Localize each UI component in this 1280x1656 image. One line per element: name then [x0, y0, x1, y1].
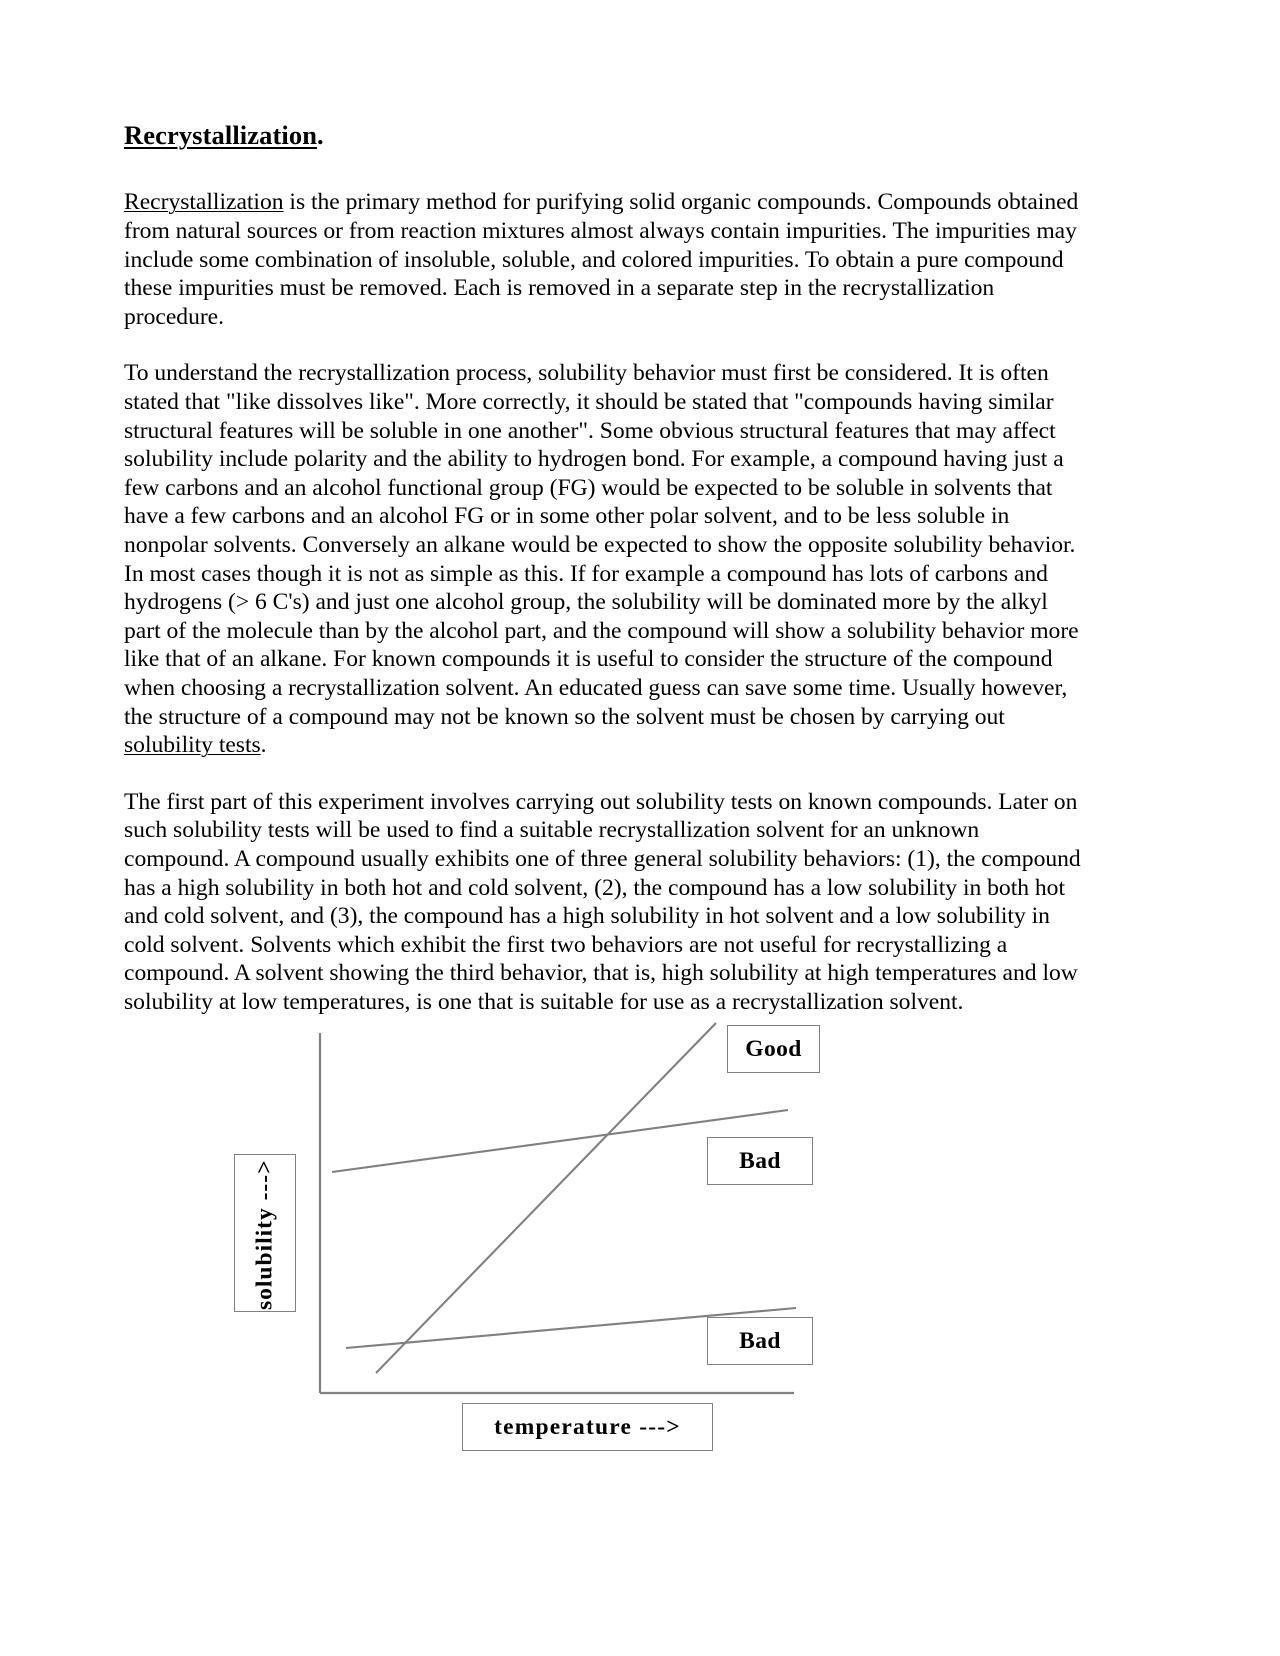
page-title-text: Recrystallization: [124, 120, 318, 150]
document-body: [124, 120, 1084, 1017]
paragraph-solubility-behavior-period: .: [260, 732, 267, 759]
paragraph-solubility-behavior-text: To understand the recrystallization process, solubility behavior must first be considered. It is often stated that "like dissolves like". More correctly, it should be stated that "compounds having similar structural features will be soluble in one another". Some obvious structural features that may affect solubility include polarity and the ability to hydrogen bond. For example, a compound having just a few carbons and an alcohol functional group (FG) would be expected to be soluble in solvents that have a few carbons and an alcohol FG or in some other polar solvent, and to be less soluble in nonpolar solvents. Conversely an alkane would be expected to show the opposite solubility behavior. In most cases though it is not as simple as this. If for example a compound has lots of carbons and hydrogens (> 6 C's) and just one alcohol group, the solubility will be dominated more by the alkyl part of the molecule than by the alcohol part, and the compound will show a solubility behavior more like that of an alkane. For known compounds it is useful to consider the structure of the compound when choosing a recrystallization solvent. An educated guess can save some time. Usually however, the structure of a compound may not be known so the solvent must be chosen by carrying out: [124, 360, 1079, 730]
chart-label-bad-low: Bad: [707, 1317, 813, 1365]
paragraph-solubility-behavior: [124, 359, 1084, 759]
chart-y-axis-label: solubility --->: [234, 1154, 296, 1312]
recrystallization-underlined-term: Recrystallization: [124, 189, 284, 216]
page-title: [124, 120, 1084, 150]
chart-label-good: Good: [727, 1025, 820, 1073]
chart-label-bad-high: Bad: [707, 1137, 813, 1185]
paragraph-experiment: The first part of this experiment involves carrying out solubility tests on known compounds. Later on such solubility tests will be used to find a suitable recrystallization solvent for an unknown compound. A compound usually exhibits one of three general solubility behaviors: (1), the compound has a high solubility in both hot and cold solvent, (2), the compound has a low solubility in both hot and cold solvent, and (3), the compound has a high solubility in hot solvent and a low solubility in cold solvent. Solvents which exhibit the first two behaviors are not useful for recrystallizing a compound. A solvent showing the third behavior, that is, high solubility at high temperatures and low solubility at low temperatures, is one that is suitable for use as a recrystallization solvent.: [124, 788, 1081, 1015]
solubility-behavior-chart: [124, 1005, 1124, 1485]
paragraph-intro: [124, 188, 1084, 331]
solubility-tests-underlined-term: solubility tests: [124, 732, 261, 759]
page-title-period: .: [317, 120, 324, 150]
paragraph-intro-text: is the primary method for purifying solid organic compounds. Compounds obtained from natural sources or from reaction mixtures almost always contain impurities. The impurities may include some combination of insoluble, soluble, and colored impurities. To obtain a pure compound these impurities must be removed. Each is removed in a separate step in the recrystallization procedure.: [124, 189, 1079, 330]
chart-x-axis-label: temperature --->: [462, 1403, 713, 1451]
